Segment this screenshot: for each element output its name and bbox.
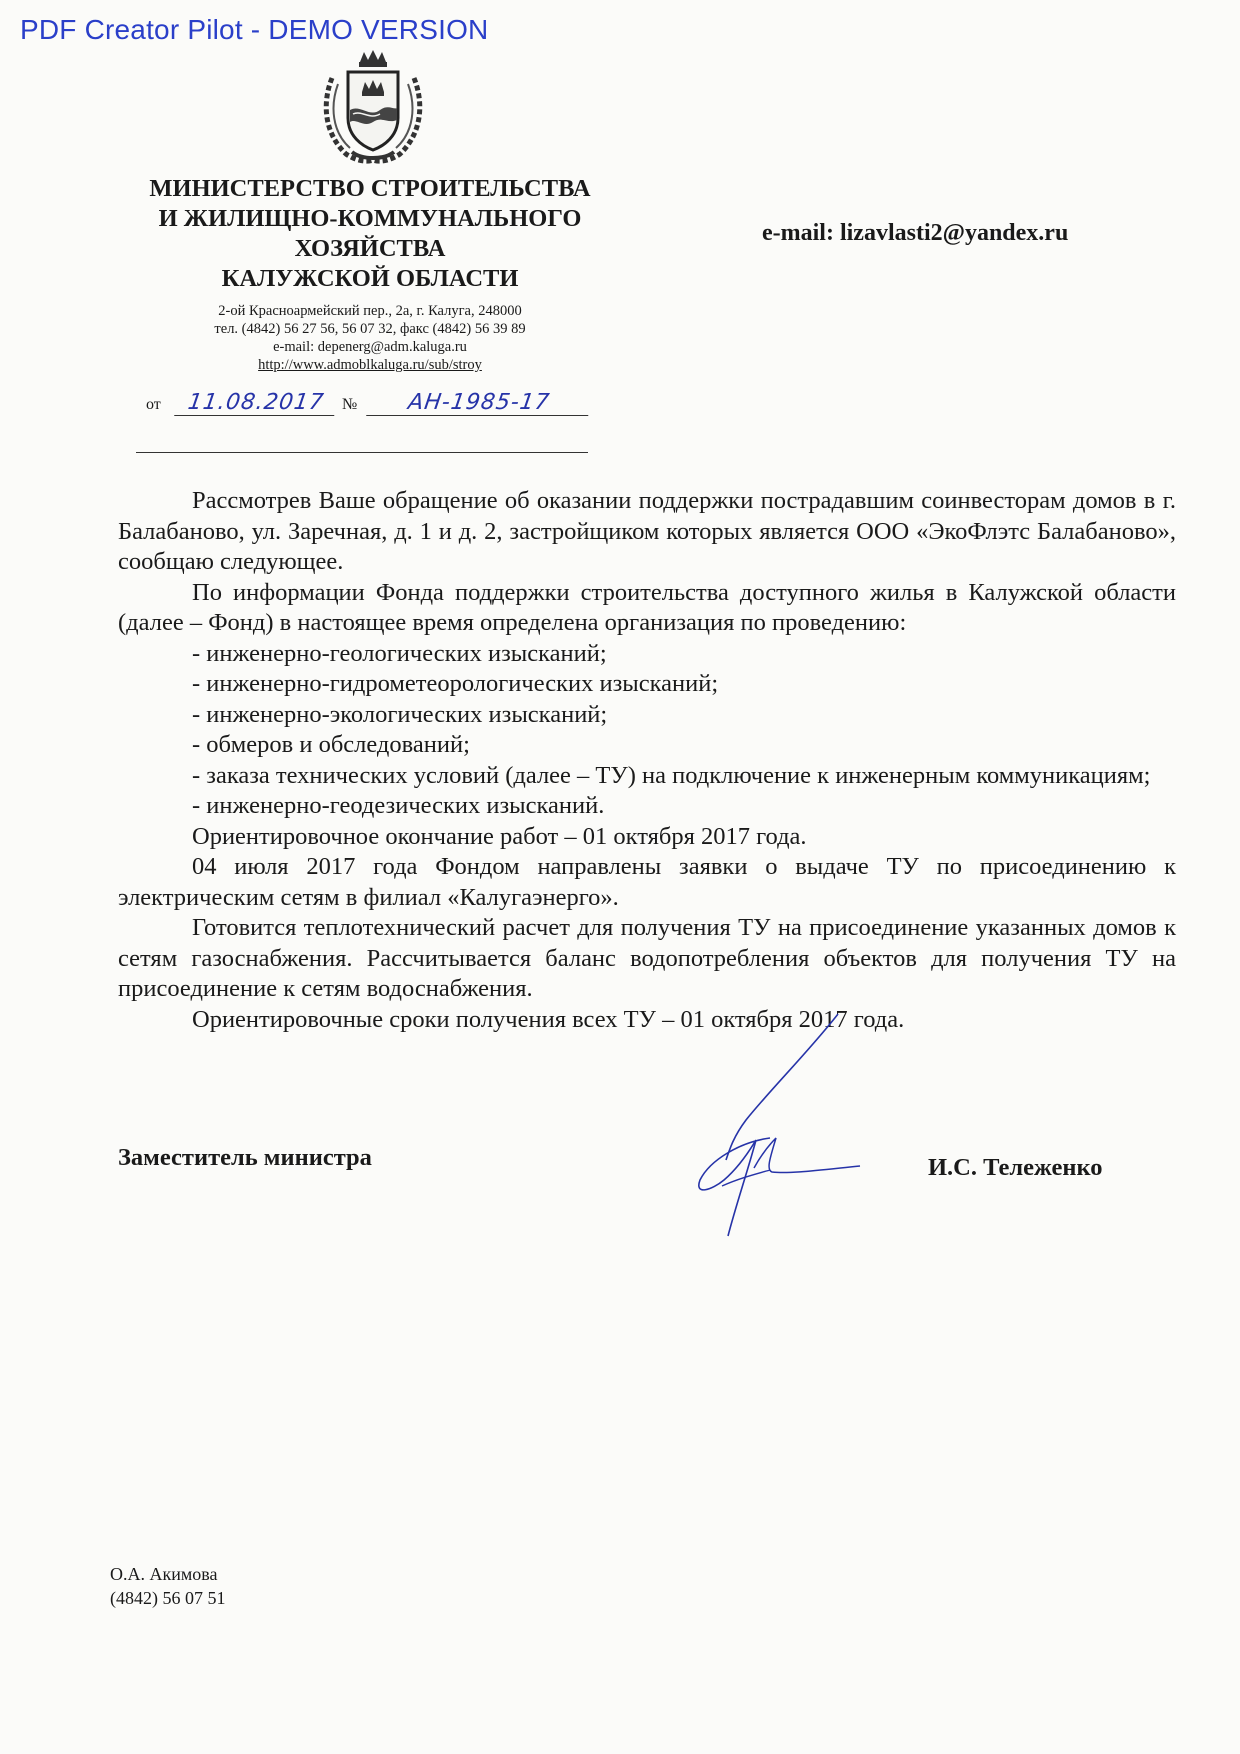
body-paragraph: 04 июля 2017 года Фондом направлены заявки о выдаче ТУ по присоединению к электрическим сетям в филиал «Калугаэнерго». xyxy=(118,853,1176,911)
body-paragraph: Рассмотрев Ваше обращение об оказании поддержки пострадавшим соинвесторам домов в г. Балабаново, ул. Заречная, д. 1 и д. 2, застройщиком которых является ООО «ЭкоФлэтс Балабаново», сообщаю следующее. xyxy=(118,487,1176,575)
date-label: от xyxy=(146,396,161,413)
demo-watermark: PDF Creator Pilot - DEMO VERSION xyxy=(20,14,489,45)
recipient-email: e-mail: lizavlasti2@yandex.ru xyxy=(762,220,1069,246)
list-item: - инженерно-экологических изысканий; xyxy=(192,700,608,728)
sender-email: e-mail: depenerg@adm.kaluga.ru xyxy=(273,339,467,355)
sender-line: И ЖИЛИЩНО-КОММУНАЛЬНОГО xyxy=(158,205,582,232)
signatory-position: Заместитель министра xyxy=(118,1144,372,1171)
signatory-name: И.С. Тележенко xyxy=(928,1154,1103,1181)
sender-line: ХОЗЯЙСТВА xyxy=(294,235,446,262)
sender-phones: тел. (4842) 56 27 56, 56 07 32, факс (4842) 56 39 89 xyxy=(214,321,526,337)
list-item: - заказа технических условий (далее – ТУ) на подключение к инженерным коммуникациям; xyxy=(192,761,1151,789)
body-paragraph: Ориентировочное окончание работ – 01 октября 2017 года. xyxy=(192,822,807,850)
executor-info xyxy=(110,1562,226,1610)
body-paragraph: По информации Фонда поддержки строительства доступного жилья в Калужской области (далее – Фонд) в настоящее время определена организация по проведению: xyxy=(118,578,1176,636)
body-paragraph: Готовится теплотехнический расчет для получения ТУ на присоединение указанных домов к сетям газоснабжения. Рассчитывается баланс водопотребления объектов для получения ТУ на присоединение к сетям водоснабжения. xyxy=(118,914,1176,1002)
executor-name: О.А. Акимова xyxy=(110,1564,218,1584)
body-paragraph: Ориентировочные сроки получения всех ТУ – 01 октября 2017 года. xyxy=(192,1005,905,1033)
list-item: - инженерно-гидрометеорологических изысканий; xyxy=(192,670,719,697)
sender-line: МИНИСТЕРСТВО СТРОИТЕЛЬСТВА xyxy=(149,175,591,202)
registration-line xyxy=(146,390,596,430)
handwritten-signature-icon xyxy=(660,1010,910,1250)
registration-date: 11.08.2017 xyxy=(174,390,338,416)
sender-organization xyxy=(120,174,620,294)
list-item: - инженерно-геодезических изысканий. xyxy=(192,792,605,819)
list-item: - инженерно-геологических изысканий; xyxy=(192,639,607,667)
letter-body xyxy=(118,486,1176,1035)
header-divider xyxy=(136,452,588,453)
coat-of-arms-icon xyxy=(318,48,428,166)
sender-address: 2-ой Красноармейский пер., 2а, г. Калуга, 248000 xyxy=(218,303,522,319)
registration-number: АН-1985-17 xyxy=(366,390,592,416)
sender-contacts xyxy=(150,302,590,374)
sender-website-link[interactable]: http://www.admoblkaluga.ru/sub/stroy xyxy=(258,357,482,373)
number-label: № xyxy=(342,396,358,413)
executor-phone: (4842) 56 07 51 xyxy=(110,1588,226,1608)
sender-line: КАЛУЖСКОЙ ОБЛАСТИ xyxy=(221,265,519,292)
list-item: - обмеров и обследований; xyxy=(192,731,470,758)
